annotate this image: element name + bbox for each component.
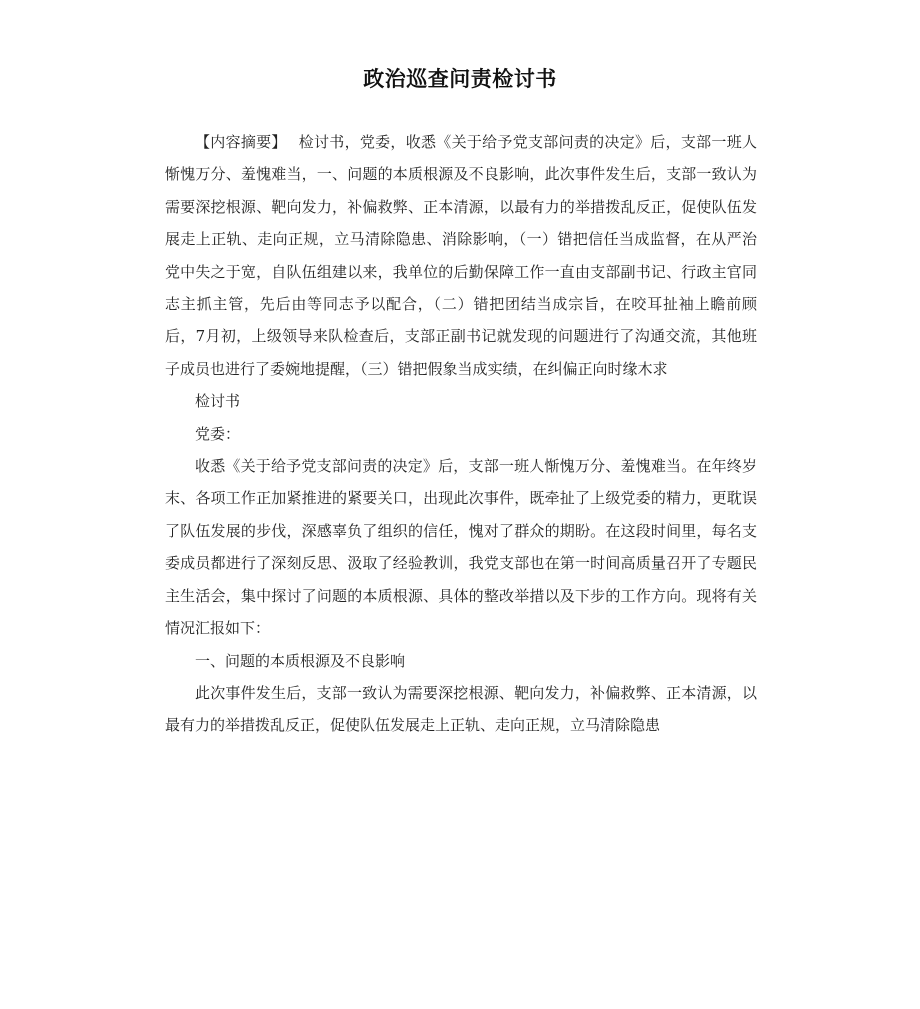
- page-title: 政治巡查问责检讨书: [363, 67, 557, 91]
- letter-salutation: 党委：: [195, 424, 241, 443]
- document-body: [165, 126, 757, 742]
- body-paragraph-2: 此次事件发生后，支部一致认为需要深挖根源、靶向发力，补偏救弊、正本清源，以最有力的举措拨乱反正，促使队伍发展走上正轨、走向正规，立马清除隐患: [165, 683, 757, 735]
- letter-heading: 检讨书: [195, 392, 241, 411]
- summary-paragraph: [165, 126, 757, 385]
- summary-text: 检讨书，党委，收悉《关于给予党支部问责的决定》后，支部一班人惭愧万分、羞愧难当，一、问题的本质根源及不良影响，此次事件发生后，支部一致认为需要深挖根源、靶向发力，补偏救弊、正本清源，以最有力的举措拨乱反正，促使队伍发展走上正轨、走向正规，立马清除隐患、消除影响，（一）错把信任当成监督，在从严治党中失之于宽，自队伍组建以来，我单位的后勤保障工作一直由支部副书记、行政主官同志主抓主管，先后由等同志予以配合，（二）错把团结当成宗旨，在咬耳扯袖上瞻前顾后，7月初，上级领导来队检查后，支部正副书记就发现的问题进行了沟通交流，其他班子成员也进行了委婉地提醒，（三）错把假象当成实绩，在纠偏正向时缘木求: [165, 133, 757, 378]
- body-paragraph-1: 收悉《关于给予党支部问责的决定》后，支部一班人惭愧万分、羞愧难当。在年终岁末、各项工作正加紧推进的紧要关口，出现此次事件，既牵扯了上级党委的精力，更耽误了队伍发展的步伐，深感辜负了组织的信任，愧对了群众的期盼。在这段时间里，每名支委成员都进行了深刻反思、汲取了经验教训，我党支部也在第一时间高质量召开了专题民主生活会，集中探讨了问题的本质根源、具体的整改举措以及下步的工作方向。现将有关情况汇报如下：: [165, 457, 757, 638]
- section-heading-1: 一、问题的本质根源及不良影响: [195, 651, 406, 670]
- summary-label: 【内容摘要】: [195, 133, 287, 151]
